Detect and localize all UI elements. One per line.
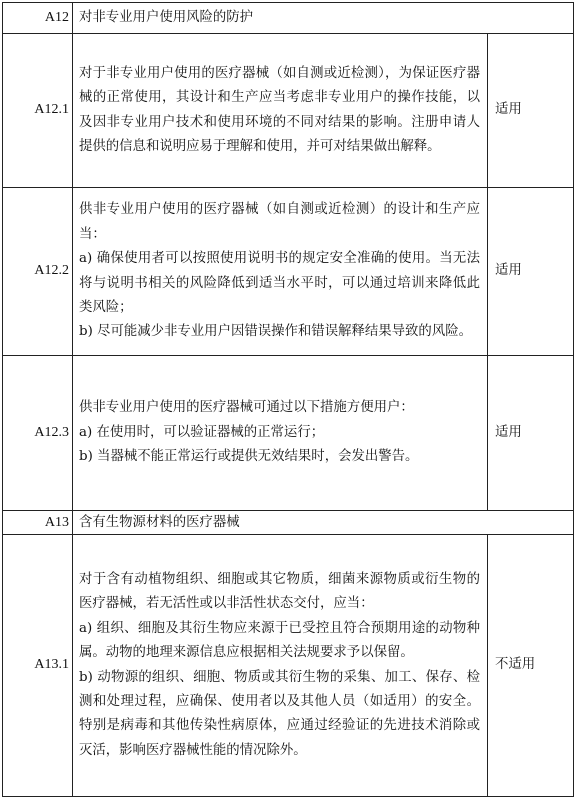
clause-item-b: b) 当器械不能正常运行或提供无效结果时，会发出警告。 (79, 449, 419, 465)
applicability-cell: 适用 (488, 188, 574, 356)
requirements-table (2, 2, 574, 797)
applicability-cell: 不适用 (488, 535, 574, 797)
clause-paragraph: 对于非专业用户使用的医疗器械（如自测或近检测），为保证医疗器械的正常使用，其设计和生产应当考虑非专业用户的操作技能，以及因非专业用户技术和使用环境的不同对结果的影响。注册申请人提供的信息和说明应易于理解和使用，并可对结果做出解释。 (79, 65, 480, 154)
clause-item-b: b) 动物源的组织、细胞、物质或其衍生物的采集、加工、保存、检测和处理过程，应确保、使用者以及其他人员（如适用）的安全。特别是病毒和其他传染性病原体，应通过经验证的先进技术消除或灭活，影响医疗器械性能的情况除外。 (79, 669, 480, 758)
section-heading: 含有生物源材料的医疗器械 (73, 511, 574, 535)
clause-text (73, 188, 488, 356)
clause-row-a12-1 (3, 34, 574, 188)
clause-id: A12.2 (3, 188, 73, 356)
clause-text (73, 535, 488, 797)
section-heading: 对非专业用户使用风险的防护 (73, 3, 574, 34)
clause-id: A12 (3, 3, 73, 34)
section-row-a13 (3, 511, 574, 535)
clause-text (73, 356, 488, 511)
clause-id: A13 (3, 511, 73, 535)
clause-id: A12.1 (3, 34, 73, 188)
clause-paragraph: 供非专业用户使用的医疗器械可通过以下措施方便用户： (79, 400, 414, 416)
clause-row-a12-2 (3, 188, 574, 356)
clause-row-a13-1 (3, 535, 574, 797)
clause-id: A13.1 (3, 535, 73, 797)
applicability-cell: 适用 (488, 34, 574, 188)
clause-id: A12.3 (3, 356, 73, 511)
clause-paragraph: 供非专业用户使用的医疗器械（如自测或近检测）的设计和生产应当： (79, 202, 480, 242)
clause-paragraph: 对于含有动植物组织、细胞或其它物质，细菌来源物质或衍生物的医疗器械，若无活性或以非活性状态交付，应当： (79, 571, 480, 612)
clause-text (73, 34, 488, 188)
clause-row-a12-3 (3, 356, 574, 511)
clause-item-b: b) 尽可能减少非专业用户因错误操作和错误解释结果导致的风险。 (79, 324, 472, 340)
applicability-cell: 适用 (488, 356, 574, 511)
clause-item-a: a) 在使用时，可以验证器械的正常运行； (79, 424, 325, 440)
section-row-a12 (3, 3, 574, 34)
clause-item-a: a) 组织、细胞及其衍生物应来源于已受控且符合预期用途的动物种属。动物的地理来源信息应根据相关法规要求予以保留。 (79, 620, 480, 661)
clause-item-a: a) 确保使用者可以按照使用说明书的规定安全准确的使用。当无法将与说明书相关的风险降低到适当水平时，可以通过培训来降低此类风险； (79, 251, 480, 315)
